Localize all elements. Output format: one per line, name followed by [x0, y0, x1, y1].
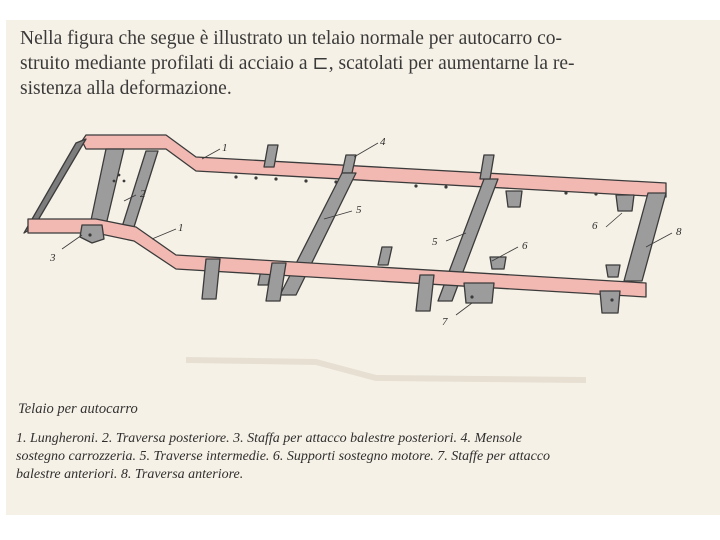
hanger-rear-left	[80, 225, 104, 243]
engine-mount-1	[506, 191, 522, 207]
intro-line-3: sistenza alla deformazione.	[20, 78, 232, 99]
truck-frame-illustration	[6, 115, 720, 345]
hanger-4	[464, 283, 494, 303]
label-7: 7	[442, 316, 448, 328]
label-3: 3	[50, 252, 56, 264]
label-2: 2	[140, 188, 146, 200]
figure-caption	[16, 430, 706, 484]
engine-mount-2	[616, 195, 634, 211]
bracket-top-5	[378, 247, 392, 265]
caption-line-3: balestre anteriori. 8. Traversa anteriore.	[16, 467, 244, 482]
intro-paragraph	[20, 26, 700, 101]
side-member-upper	[82, 135, 666, 197]
label-6-left: 6	[522, 240, 528, 252]
label-5-right: 5	[432, 236, 438, 248]
label-1-upper: 1	[222, 142, 228, 154]
hanger-5	[600, 291, 620, 313]
bleed-through-ghost	[176, 340, 596, 400]
page-top-margin	[6, 0, 720, 20]
engine-mount-3	[490, 257, 506, 269]
label-8: 8	[676, 226, 682, 238]
engine-mount-4	[606, 265, 620, 277]
label-1-lower: 1	[178, 222, 184, 234]
intro-line-1: Nella figura che segue è illustrato un telaio normale per autocarro co-	[20, 28, 562, 49]
rear-crossmember	[90, 149, 124, 225]
intro-line-2: struito mediante profilati di acciaio a ⊏, scatolati per aumentarne la re-	[20, 53, 575, 74]
figure-caption-title: Telaio per autocarro	[18, 401, 138, 417]
caption-line-1: 1. Lungheroni. 2. Traversa posteriore. 3. Staffa per attacco balestre posteriori. 4. Mensole	[16, 431, 522, 446]
label-5-left: 5	[356, 204, 362, 216]
label-6-right: 6	[592, 220, 598, 232]
scanned-page	[6, 0, 720, 515]
label-4: 4	[380, 136, 386, 148]
caption-line-2: sostegno carrozzeria. 5. Traverse intermedie. 6. Supporti sostegno motore. 7. Staffe per attacco	[16, 449, 551, 464]
side-member-lower	[28, 219, 646, 297]
